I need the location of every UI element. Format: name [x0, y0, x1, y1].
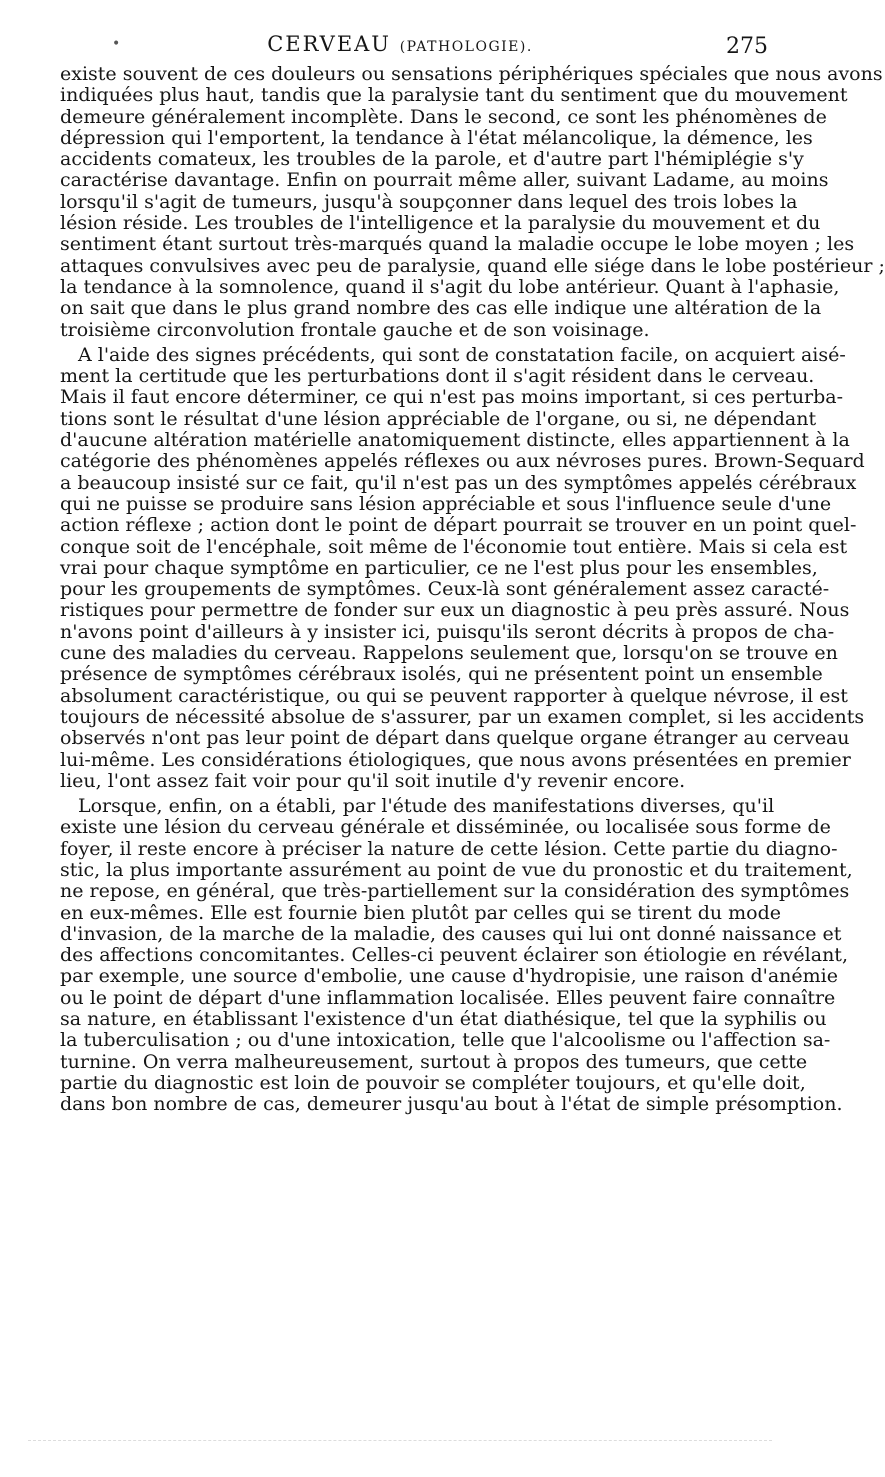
text-line: dans bon nombre de cas, demeurer jusqu'au bout à l'état de simple présomption.: [60, 1093, 843, 1116]
footer-scan-artifact: [28, 1440, 772, 1443]
text-line: la tendance à la somnolence, quand il s'agit du lobe antérieur. Quant à l'aphasie,: [60, 275, 840, 298]
running-title-subtitle: (PATHOLOGIE).: [399, 39, 533, 55]
page-header: [0, 30, 800, 62]
text-line: a beaucoup insisté sur ce fait, qu'il n'est pas un des symptômes appelés cérébraux: [60, 471, 857, 494]
text-line: d'aucune altération matérielle anatomiquement distincte, elles appartiennent à la: [60, 429, 850, 452]
text-line: présence de symptômes cérébraux isolés, qui ne présentent point un ensemble: [60, 663, 823, 686]
text-line: n'avons point d'ailleurs à y insister ici, puisqu'ils seront décrits à propos de cha-: [60, 620, 835, 643]
text-line: troisième circonvolution frontale gauche et de son voisinage.: [60, 318, 650, 341]
text-line: sa nature, en établissant l'existence d'un état diathésique, tel que la syphilis ou: [60, 1008, 827, 1031]
text-line: dépression qui l'emportent, la tendance à l'état mélancolique, la démence, les: [60, 126, 813, 149]
text-line: lésion réside. Les troubles de l'intelligence et la paralysie du mouvement et du: [60, 212, 821, 235]
text-line: catégorie des phénomènes appelés réflexes ou aux névroses pures. Brown-Sequard: [60, 450, 865, 473]
text-line: existe une lésion du cerveau générale et disséminée, ou localisée sous forme de: [60, 816, 831, 839]
text-line: absolument caractéristique, ou qui se peuvent rapporter à quelque névrose, il est: [60, 684, 848, 707]
text-line: par exemple, une source d'embolie, une cause d'hydropisie, une raison d'anémie: [60, 965, 838, 988]
running-title-main: CERVEAU: [267, 32, 392, 56]
text-line: sentiment étant surtout très-marqués quand la maladie occupe le lobe moyen ; les: [60, 233, 855, 256]
text-line: ment la certitude que les perturbations dont il s'agit résident dans le cerveau.: [60, 365, 815, 388]
text-line: turnine. On verra malheureusement, surtout à propos des tumeurs, que cette: [60, 1050, 808, 1073]
text-line: caractérise davantage. Enfin on pourrait même aller, suivant Ladame, au moins: [60, 169, 829, 192]
page-number: 275: [726, 34, 768, 59]
text-line: foyer, il reste encore à préciser la nature de cette lésion. Cette partie du diagno-: [60, 837, 838, 860]
text-line: indiquées plus haut, tandis que la paralysie tant du sentiment que du mouvement: [60, 84, 848, 107]
text-line: lieu, l'ont assez fait voir pour qu'il soit inutile d'y revenir encore.: [60, 769, 686, 792]
text-line: qui ne puisse se produire sans lésion appréciable et sous l'influence seule d'une: [60, 492, 832, 515]
text-line: accidents comateux, les troubles de la parole, et d'autre part l'hémiplégie s'y: [60, 148, 804, 171]
text-line: conque soit de l'encéphale, soit même de l'économie tout entière. Mais si cela est: [60, 535, 848, 558]
text-line: observés n'ont pas leur point de départ dans quelque organe étranger au cerveau: [60, 727, 850, 750]
text-line: cune des maladies du cerveau. Rappelons seulement que, lorsqu'on se trouve en: [60, 642, 838, 665]
text-line: ou le point de départ d'une inflammation localisée. Elles peuvent faire connaître: [60, 986, 836, 1009]
text-line: ne repose, en général, que très-partiellement sur la considération des symptômes: [60, 880, 850, 903]
paragraph: [60, 63, 885, 341]
text-line: en eux-mêmes. Elle est fournie bien plutôt par celles qui se tirent du mode: [60, 901, 781, 924]
text-line: tions sont le résultat d'une lésion appréciable de l'organe, ou si, ne dépendant: [60, 407, 817, 430]
text-line: Mais il faut encore déterminer, ce qui n'est pas moins important, si ces perturba-: [60, 386, 844, 409]
text-line: lorsqu'il s'agit de tumeurs, jusqu'à soupçonner dans lequel des trois lobes la: [60, 190, 798, 213]
text-line: stic, la plus importante assurément au point de vue du pronostic et du traitement,: [60, 858, 853, 881]
text-line: la tuberculisation ; ou d'une intoxication, telle que l'alcoolisme ou l'affection sa-: [60, 1029, 831, 1052]
header-marker: •: [112, 36, 121, 52]
text-line: demeure généralement incomplète. Dans le second, ce sont les phénomènes de: [60, 105, 827, 128]
text-line: ristiques pour permettre de fonder sur eux un diagnostic à peu près assuré. Nous: [60, 599, 850, 622]
text-line: action réflexe ; action dont le point de départ pourrait se trouver en un point quel-: [60, 514, 857, 537]
text-line: Lorsque, enfin, on a établi, par l'étude des manifestations diverses, qu'il: [78, 795, 775, 818]
text-line: existe souvent de ces douleurs ou sensations périphériques spéciales que nous avons: [60, 63, 883, 85]
text-line: on sait que dans le plus grand nombre des cas elle indique une altération de la: [60, 297, 822, 320]
text-line: d'invasion, de la marche de la maladie, des causes qui lui ont donné naissance et: [60, 922, 842, 945]
text-line: partie du diagnostic est loin de pouvoir se compléter toujours, et qu'elle doit,: [60, 1071, 806, 1094]
paragraph: [60, 795, 853, 1116]
paragraph: [60, 343, 865, 792]
text-line: vrai pour chaque symptôme en particulier, ce ne l'est plus pour les ensembles,: [60, 556, 818, 579]
text-line: lui-même. Les considérations étiologiques, que nous avons présentées en premier: [60, 748, 851, 771]
text-line: pour les groupements de symptômes. Ceux-là sont généralement assez caracté-: [60, 578, 830, 601]
text-line: toujours de nécessité absolue de s'assurer, par un examen complet, si les accidents: [60, 705, 865, 728]
text-line: A l'aide des signes précédents, qui sont de constatation facile, on acquiert aisé-: [78, 343, 846, 366]
body-text: [60, 63, 885, 1116]
running-title: [0, 32, 800, 56]
text-line: des affections concomitantes. Celles-ci peuvent éclairer son étiologie en révélant,: [60, 944, 848, 967]
text-line: attaques convulsives avec peu de paralysie, quand elle siége dans le lobe postérieur ;: [60, 254, 885, 277]
